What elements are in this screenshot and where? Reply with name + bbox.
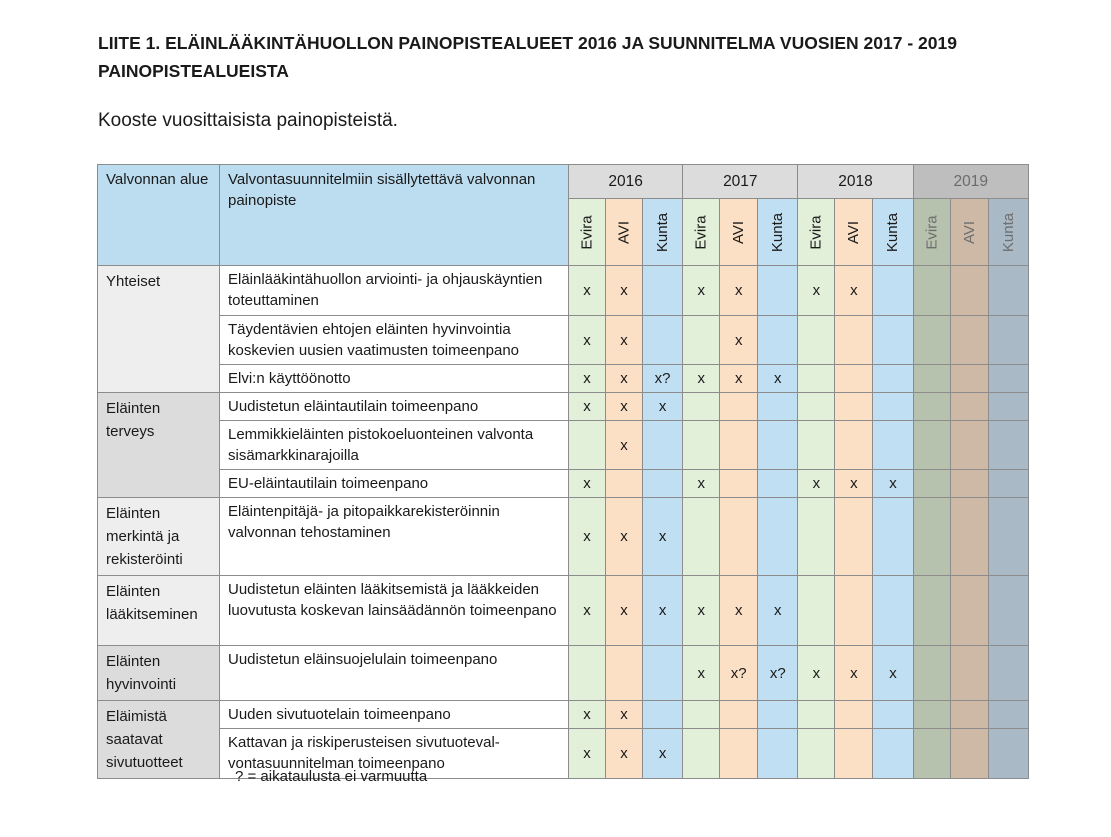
mark-cell: x: [606, 365, 643, 393]
mark-cell: x: [569, 470, 606, 498]
area-cell: Eläinten hyvinvointi: [98, 646, 220, 701]
mark-cell: [988, 365, 1028, 393]
mark-cell: [758, 498, 798, 576]
priority-table: [97, 164, 1029, 779]
mark-cell: [683, 498, 720, 576]
org-label: AVI: [845, 220, 863, 244]
area-cell: Eläinten terveys: [98, 393, 220, 498]
mark-cell: [720, 470, 758, 498]
mark-cell: [835, 701, 873, 729]
mark-cell: x: [569, 365, 606, 393]
table-row: [98, 365, 1029, 393]
mark-cell: [720, 393, 758, 421]
mark-cell: x: [643, 393, 683, 421]
page-subtitle: Kooste vuosittaisista painopisteistä.: [98, 110, 398, 131]
mark-cell: [683, 316, 720, 365]
org-label: AVI: [960, 220, 978, 244]
mark-cell: [950, 576, 988, 646]
org-label: Evira: [578, 214, 596, 250]
mark-cell: x: [683, 365, 720, 393]
org-header-2-2: [873, 199, 913, 266]
mark-cell: [798, 729, 835, 779]
mark-cell: x: [873, 470, 913, 498]
table-row: [98, 576, 1029, 646]
mark-cell: [873, 421, 913, 470]
mark-cell: [913, 470, 950, 498]
org-label: Evira: [807, 214, 825, 250]
mark-cell: [988, 729, 1028, 779]
mark-cell: x?: [643, 365, 683, 393]
org-label: Kunta: [884, 212, 902, 252]
table-row: [98, 393, 1029, 421]
mark-cell: x: [835, 646, 873, 701]
table-row: [98, 316, 1029, 365]
mark-cell: x?: [720, 646, 758, 701]
table-row: [98, 498, 1029, 576]
mark-cell: [758, 316, 798, 365]
mark-cell: [569, 421, 606, 470]
org-label: AVI: [730, 220, 748, 244]
org-label: Kunta: [999, 212, 1017, 252]
org-header-1-2: [758, 199, 798, 266]
org-header-3-0: [913, 199, 950, 266]
mark-cell: [835, 498, 873, 576]
priority-cell: Eläinlääkintähuollon arviointi- ja ohjauskäyntien toteuttaminen: [220, 266, 569, 316]
mark-cell: [988, 266, 1028, 316]
mark-cell: [950, 393, 988, 421]
mark-cell: x: [569, 498, 606, 576]
year-2017: 2017: [683, 165, 798, 199]
priority-cell: Uuden sivutuotelain toimeenpano: [220, 701, 569, 729]
mark-cell: [720, 701, 758, 729]
mark-cell: [950, 365, 988, 393]
org-label: Kunta: [654, 212, 672, 252]
area-cell: Yhteiset: [98, 266, 220, 393]
org-header-3-1: [950, 199, 988, 266]
mark-cell: [683, 701, 720, 729]
mark-cell: x?: [758, 646, 798, 701]
priority-cell: Lemmikkieläinten pistokoeluonteinen valvonta sisämarkkinarajoilla: [220, 421, 569, 470]
mark-cell: [988, 393, 1028, 421]
mark-cell: [798, 701, 835, 729]
area-cell: Eläinten lääkitseminen: [98, 576, 220, 646]
org-header-0-1: [606, 199, 643, 266]
org-header-1-1: [720, 199, 758, 266]
year-2019: 2019: [913, 165, 1028, 199]
mark-cell: [758, 421, 798, 470]
mark-cell: [683, 393, 720, 421]
mark-cell: [950, 266, 988, 316]
mark-cell: [873, 266, 913, 316]
mark-cell: [873, 316, 913, 365]
mark-cell: [720, 729, 758, 779]
mark-cell: [835, 316, 873, 365]
footnote: ? = aikataulusta ei varmuutta: [235, 768, 428, 785]
priority-cell: Kattavan ja riskiperusteisen sivutuoteval-vontasuunnitelman toimeenpano: [220, 729, 569, 779]
table-row: [98, 421, 1029, 470]
table-row: [98, 701, 1029, 729]
priority-cell: Uudistetun eläinten lääkitsemistä ja lääkkeiden luovutusta koskevan lainsäädännön toimeenpano: [220, 576, 569, 646]
mark-cell: x: [683, 646, 720, 701]
mark-cell: x: [798, 646, 835, 701]
mark-cell: [606, 646, 643, 701]
org-label: Evira: [923, 214, 941, 250]
mark-cell: [950, 646, 988, 701]
mark-cell: [988, 498, 1028, 576]
mark-cell: x: [569, 266, 606, 316]
mark-cell: [643, 266, 683, 316]
org-header-3-2: [988, 199, 1028, 266]
org-header-2-1: [835, 199, 873, 266]
org-header-0-2: [643, 199, 683, 266]
table-row: [98, 266, 1029, 316]
mark-cell: [988, 421, 1028, 470]
mark-cell: x: [683, 266, 720, 316]
mark-cell: [988, 576, 1028, 646]
mark-cell: [798, 393, 835, 421]
mark-cell: x: [606, 576, 643, 646]
mark-cell: [643, 646, 683, 701]
mark-cell: [798, 365, 835, 393]
mark-cell: x: [606, 701, 643, 729]
mark-cell: x: [643, 576, 683, 646]
mark-cell: [720, 498, 758, 576]
mark-cell: [950, 316, 988, 365]
mark-cell: x: [873, 646, 913, 701]
mark-cell: [913, 646, 950, 701]
org-header-0-0: [569, 199, 606, 266]
mark-cell: [798, 316, 835, 365]
mark-cell: [873, 576, 913, 646]
priority-cell: Uudistetun eläintautilain toimeenpano: [220, 393, 569, 421]
mark-cell: x: [720, 316, 758, 365]
mark-cell: [913, 701, 950, 729]
mark-cell: [950, 701, 988, 729]
mark-cell: x: [569, 576, 606, 646]
org-label: Evira: [692, 214, 710, 250]
mark-cell: x: [643, 729, 683, 779]
mark-cell: [950, 498, 988, 576]
mark-cell: [643, 421, 683, 470]
mark-cell: [988, 470, 1028, 498]
mark-cell: [798, 576, 835, 646]
mark-cell: [758, 470, 798, 498]
mark-cell: [643, 470, 683, 498]
mark-cell: [798, 421, 835, 470]
priority-cell: EU-eläintautilain toimeenpano: [220, 470, 569, 498]
mark-cell: [913, 576, 950, 646]
mark-cell: x: [569, 701, 606, 729]
mark-cell: x: [835, 266, 873, 316]
mark-cell: x: [683, 576, 720, 646]
mark-cell: [606, 470, 643, 498]
mark-cell: x: [606, 498, 643, 576]
mark-cell: x: [798, 470, 835, 498]
mark-cell: [988, 646, 1028, 701]
mark-cell: [835, 729, 873, 779]
mark-cell: x: [835, 470, 873, 498]
priority-cell: Täydentävien ehtojen eläinten hyvinvointia koskevien uusien vaatimusten toimeenpano: [220, 316, 569, 365]
org-header-2-0: [798, 199, 835, 266]
mark-cell: [835, 421, 873, 470]
mark-cell: [873, 701, 913, 729]
mark-cell: x: [569, 393, 606, 421]
mark-cell: x: [606, 729, 643, 779]
mark-cell: [913, 393, 950, 421]
priority-cell: Uudistetun eläinsuojelulain toimeenpano: [220, 646, 569, 701]
mark-cell: [988, 701, 1028, 729]
page-title: LIITE 1. ELÄINLÄÄKINTÄHUOLLON PAINOPISTEALUEET 2016 JA SUUNNITELMA VUOSIEN 2017 - 2019 PAINOPISTEALUEISTA: [98, 33, 957, 81]
mark-cell: x: [720, 365, 758, 393]
mark-cell: x: [720, 576, 758, 646]
mark-cell: [798, 498, 835, 576]
table-row: [98, 470, 1029, 498]
mark-cell: x: [683, 470, 720, 498]
header-priority: Valvontasuunnitelmiin sisällytettävä valvonnan painopiste: [220, 165, 569, 266]
mark-cell: x: [569, 729, 606, 779]
mark-cell: x: [606, 393, 643, 421]
mark-cell: [643, 701, 683, 729]
mark-cell: [683, 729, 720, 779]
mark-cell: [873, 393, 913, 421]
mark-cell: [835, 393, 873, 421]
mark-cell: x: [606, 316, 643, 365]
mark-cell: [873, 498, 913, 576]
mark-cell: [758, 266, 798, 316]
mark-cell: [643, 316, 683, 365]
mark-cell: [683, 421, 720, 470]
mark-cell: x: [606, 421, 643, 470]
mark-cell: [758, 729, 798, 779]
mark-cell: [950, 470, 988, 498]
mark-cell: [913, 365, 950, 393]
header-area: Valvonnan alue: [98, 165, 220, 266]
mark-cell: x: [569, 316, 606, 365]
mark-cell: [913, 729, 950, 779]
mark-cell: [569, 646, 606, 701]
mark-cell: [835, 576, 873, 646]
table-row: [98, 646, 1029, 701]
mark-cell: [913, 266, 950, 316]
mark-cell: [835, 365, 873, 393]
org-label: AVI: [615, 220, 633, 244]
mark-cell: [950, 421, 988, 470]
priority-cell: Eläintenpitäjä- ja pitopaikkarekisteröinnin valvonnan tehostaminen: [220, 498, 569, 576]
mark-cell: [950, 729, 988, 779]
mark-cell: [873, 365, 913, 393]
year-2018: 2018: [798, 165, 913, 199]
mark-cell: [913, 316, 950, 365]
org-header-1-0: [683, 199, 720, 266]
mark-cell: x: [758, 365, 798, 393]
mark-cell: [873, 729, 913, 779]
mark-cell: [913, 421, 950, 470]
mark-cell: [758, 701, 798, 729]
mark-cell: x: [758, 576, 798, 646]
area-cell: Eläimistä saatavat sivutuotteet: [98, 701, 220, 779]
mark-cell: x: [798, 266, 835, 316]
mark-cell: [988, 316, 1028, 365]
area-cell: Eläinten merkintä ja rekisteröinti: [98, 498, 220, 576]
mark-cell: x: [643, 498, 683, 576]
mark-cell: x: [720, 266, 758, 316]
priority-cell: Elvi:n käyttöönotto: [220, 365, 569, 393]
mark-cell: [758, 393, 798, 421]
year-2016: 2016: [569, 165, 683, 199]
mark-cell: [720, 421, 758, 470]
mark-cell: x: [606, 266, 643, 316]
mark-cell: [913, 498, 950, 576]
org-label: Kunta: [769, 212, 787, 252]
